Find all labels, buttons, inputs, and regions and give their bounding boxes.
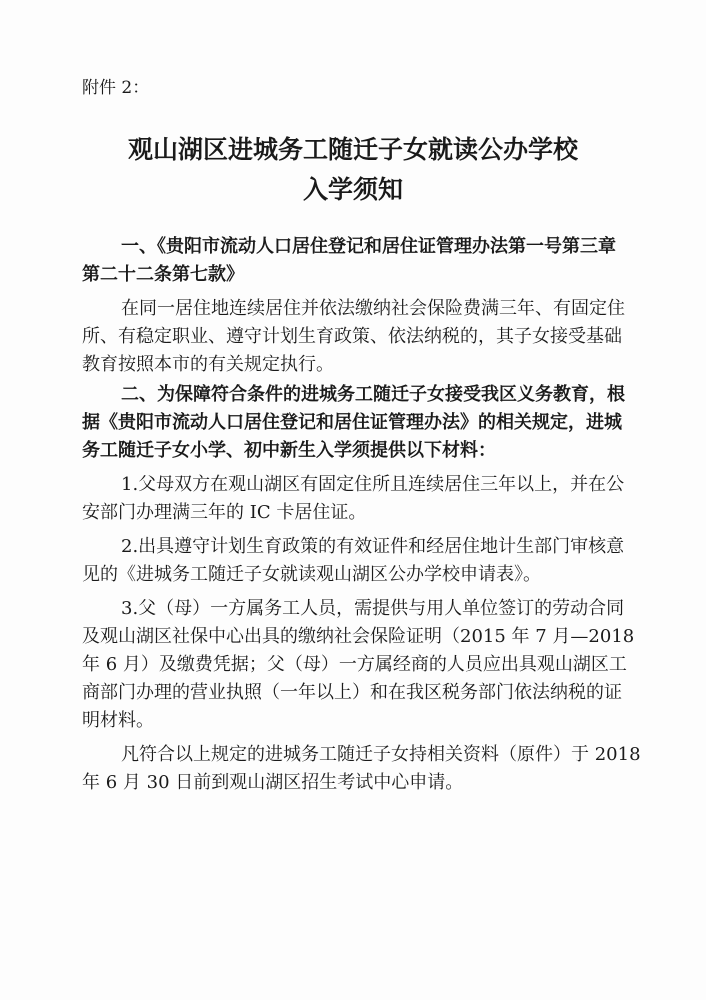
document-title-line-1: 观山湖区进城务工随迁子女就读公办学校 <box>127 135 578 164</box>
section-1-heading-line-2: 第二十二条第七款》 <box>82 264 244 285</box>
closing-paragraph-line-2: 年 6 月 30 日前到观山湖区招生考试中心申请。 <box>82 772 464 793</box>
attachment-label: 附件 2： <box>82 78 150 98</box>
document-title-line-2: 入学须知 <box>302 175 403 204</box>
closing-paragraph-line-1: 凡符合以上规定的进城务工随迁子女持相关资料（原件）于 2018 <box>121 744 641 765</box>
section-1-paragraph-line-3: 教育按照本市的有关规定执行。 <box>82 354 334 375</box>
section-1-paragraph-line-1: 在同一居住地连续居住并依法缴纳社会保险费满三年、有固定住 <box>121 298 625 319</box>
item-3-line-2: 及观山湖区社保中心出具的缴纳社会保险证明（2015 年 7 月—2018 <box>82 626 635 647</box>
item-1-line-2: 安部门办理满三年的 IC 卡居住证。 <box>82 502 367 523</box>
item-1-line-1: 1.父母双方在观山湖区有固定住所且连续居住三年以上，并在公 <box>121 474 625 495</box>
item-2-line-2: 见的《进城务工随迁子女就读观山湖区公办学校申请表》。 <box>82 564 541 585</box>
section-2-paragraph-line-1: 二、为保障符合条件的进城务工随迁子女接受我区义务教育，根 <box>121 384 625 405</box>
item-2-line-1: 2.出具遵守计划生育政策的有效证件和经居住地计生部门审核意 <box>121 536 625 557</box>
section-2-paragraph-line-2: 据《贵阳市流动人口居住登记和居住证管理办法》的相关规定，进城 <box>82 412 622 433</box>
section-1-paragraph-line-2: 所、有稳定职业、遵守计划生育政策、依法纳税的，其子女接受基础 <box>82 326 622 347</box>
item-3-line-4: 商部门办理的营业执照（一年以上）和在我区税务部门依法纳税的证 <box>82 682 622 703</box>
item-3-line-1: 3.父（母）一方属务工人员，需提供与用人单位签订的劳动合同 <box>121 598 625 619</box>
section-1-heading-line-1: 一、《贵阳市流动人口居住登记和居住证管理办法第一号第三章 <box>121 236 616 257</box>
section-2-paragraph-line-3: 务工随迁子女小学、初中新生入学须提供以下材料： <box>82 440 496 461</box>
item-3-line-5: 明材料。 <box>82 710 154 731</box>
item-3-line-3: 年 6 月）及缴费凭据；父（母）一方属经商的人员应出具观山湖区工 <box>82 654 627 675</box>
